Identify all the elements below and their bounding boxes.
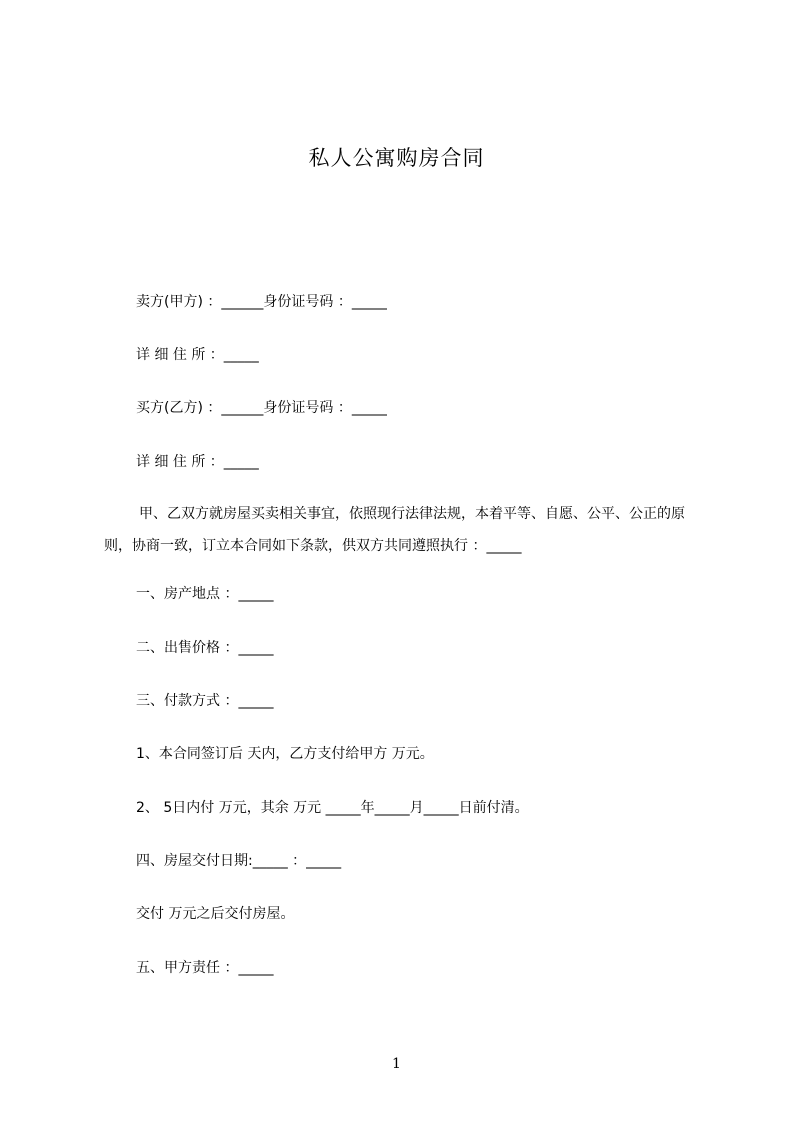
preamble-text: 甲、乙双方就房屋买卖相关事宜，依照现行法律法规，本着平等、自愿、公平、公正的原则，协商一致，订立本合同如下条款，供双方共同遵照执行 ：_____	[104, 506, 685, 554]
clause-price: 二、出售价格 ：_____	[136, 640, 274, 656]
buyer-line: 买方(乙方) ：______身份证号码 ：_____	[136, 400, 387, 416]
clause-delivery-condition: 交付 万元之后交付房屋。	[136, 906, 295, 922]
buyer-address-line: 详 细 住 所 ：_____	[136, 454, 259, 470]
seller-line: 卖方(甲方) ：______身份证号码 ：_____	[136, 294, 387, 310]
seller-address-line: 详 细 住 所 ：_____	[136, 347, 259, 363]
clause-seller-duty: 五、甲方责任 ：_____	[136, 960, 274, 976]
clause-payment-2: 2、 5日内付 万元，其余 万元 _____年_____月_____日前付清。	[136, 800, 529, 816]
clause-delivery-date: 四、房屋交付日期:_____ ：_____	[136, 853, 342, 869]
clause-payment-1: 1、本合同签订后 天内，乙方支付给甲方 万元。	[136, 746, 434, 762]
clause-payment-method: 三、付款方式 ：_____	[136, 693, 274, 709]
clause-location: 一、房产地点 ：_____	[136, 586, 274, 602]
preamble-paragraph	[104, 498, 704, 562]
document-title: 私人公寓购房合同	[308, 146, 485, 170]
page-number: 1	[392, 1056, 401, 1072]
